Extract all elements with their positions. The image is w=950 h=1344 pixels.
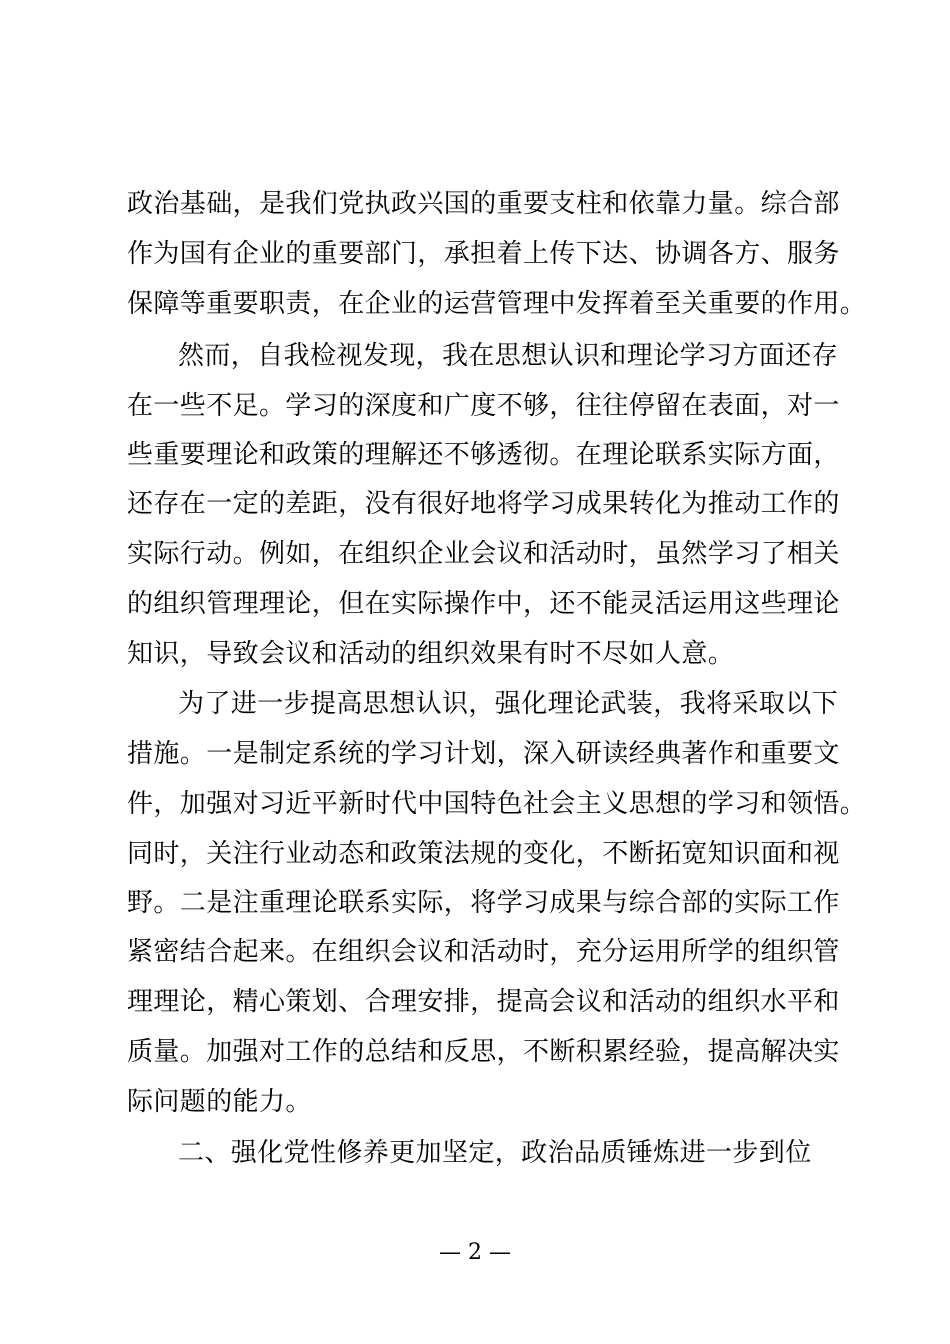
paragraph-2-line-4: 还存在一定的差距，没有很好地将学习成果转化为推动工作的 xyxy=(127,489,840,519)
paragraph-3-line-5: 野。二是注重理论联系实际，将学习成果与综合部的实际工作 xyxy=(127,888,840,918)
paragraph-3-line-9: 际问题的能力。 xyxy=(127,1087,312,1117)
paragraph-3-line-2: 措施。一是制定系统的学习计划，深入研读经典著作和重要文 xyxy=(127,739,840,769)
paragraph-1-line-3: 保障等重要职责，在企业的运营管理中发挥着至关重要的作用。 xyxy=(127,289,867,319)
paragraph-2-line-3: 些重要理论和政策的理解还不够透彻。在理论联系实际方面， xyxy=(127,440,840,470)
paragraph-3-line-7: 理理论，精心策划、合理安排，提高会议和活动的组织水平和 xyxy=(127,987,840,1017)
paragraph-3-line-1: 为了进一步提高思想认识，强化理论武装，我将采取以下 xyxy=(178,689,839,719)
page-number: — 2 — xyxy=(439,1240,511,1265)
paragraph-2-line-2: 在一些不足。学习的深度和广度不够，往往停留在表面，对一 xyxy=(127,391,840,421)
section-heading: 二、强化党性修养更加坚定，政治品质锤炼进一步到位 xyxy=(178,1138,812,1168)
paragraph-2-line-5: 实际行动。例如，在组织企业会议和活动时，虽然学习了相关 xyxy=(127,539,840,569)
paragraph-3-line-4: 同时，关注行业动态和政策法规的变化，不断拓宽知识面和视 xyxy=(127,839,840,869)
paragraph-2-line-1: 然而，自我检视发现，我在思想认识和理论学习方面还存 xyxy=(178,341,839,371)
paragraph-3-line-6: 紧密结合起来。在组织会议和活动时，充分运用所学的组织管 xyxy=(127,937,840,967)
paragraph-1-line-1: 政治基础，是我们党执政兴国的重要支柱和依靠力量。综合部 xyxy=(127,189,840,219)
paragraph-1-line-2: 作为国有企业的重要部门，承担着上传下达、协调各方、服务 xyxy=(127,239,840,269)
paragraph-2-line-7: 知识，导致会议和活动的组织效果有时不尽如人意。 xyxy=(127,639,735,669)
paragraph-2-line-6: 的组织管理理论，但在实际操作中，还不能灵活运用这些理论 xyxy=(127,589,840,619)
paragraph-3-line-8: 质量。加强对工作的总结和反思，不断积累经验，提高解决实 xyxy=(127,1037,840,1067)
paragraph-3-line-3: 件，加强对习近平新时代中国特色社会主义思想的学习和领悟。 xyxy=(127,789,867,819)
